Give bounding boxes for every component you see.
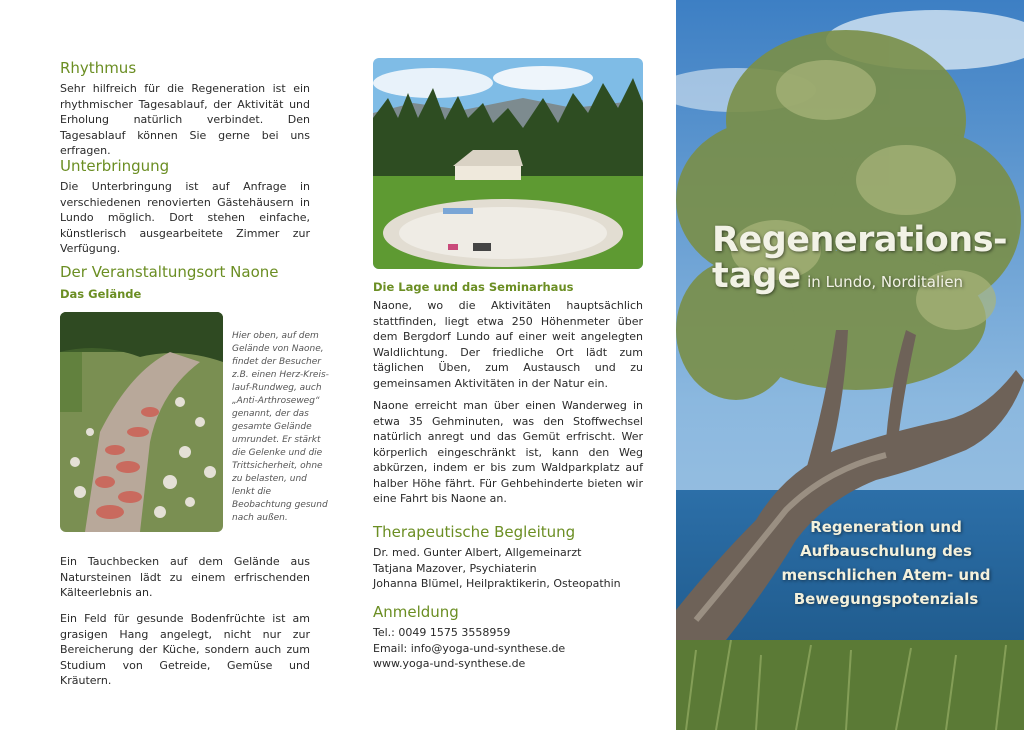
gelaende-subheading: Das Gelände — [60, 287, 142, 301]
title-location: in Lundo, Norditalien — [807, 273, 964, 291]
seminarhaus-photo — [373, 58, 643, 269]
title-word: tage — [712, 256, 802, 296]
lage-subheading: Die Lage und das Seminarhaus — [373, 280, 574, 294]
rhythmus-heading: Rhythmus — [60, 59, 137, 77]
stone-path-photo — [60, 312, 223, 532]
photo-caption: Hier oben, auf dem Gelände von Naone, findet der Besucher z.B. einen Herz-Kreis-lauf-Rundweg, auch „Anti-Arthroseweg“ genannt, der das gesamte Gelände umrundet. Er stärkt die Gelenke und die Trittsicherheit, ohne zu belasten, und lenkt die Beobachtung gesund nach außen. — [232, 331, 329, 523]
phone-number: Tel.: 0049 1575 3558959 — [373, 626, 511, 639]
cover-subtitle: Regeneration und Aufbauschulung des menschlichen Atem- und Bewegungspotenzials — [781, 518, 991, 608]
website-link[interactable]: www.yoga-und-synthese.de — [373, 657, 526, 670]
unterbringung-text: Die Unterbringung ist auf Anfrage in verschiedenen renovierten Gästehäusern in Lundo möglich. Dort stehen einfache, künstlerisch ausgearbeitete Zimmer zur Verfügung. — [60, 180, 310, 255]
unterbringung-heading: Unterbringung — [60, 157, 170, 175]
begleitung-person: Tatjana Mazover, Psychiaterin — [373, 561, 537, 575]
lage-text: Naone, wo die Aktivitäten hauptsächlich stattfinden, liegt etwa 250 Höhenmeter über dem Bergdorf Lundo auf einer weit angelegten Waldlichtung. Der friedliche Ort lädt zum täglichen Üben, zum Austausch und zu gemeinsamen Aktivitäten in der Natur ein. — [373, 299, 643, 390]
rhythmus-text: Sehr hilfreich für die Regeneration ist ein rhythmischer Tagesablauf, der Aktivität und Erholung natürlich verbindet. Den Tagesablauf können Sie gerne bei uns erfragen. — [60, 82, 310, 157]
anreise-text: Naone erreicht man über einen Wanderweg in etwa 35 Gehminuten, was den Stoffwechsel natürlich anregt und das Gemüt erfrischt. Wer körperlich eingeschränkt ist, kann den Weg abkürzen, indem er bis zum Waldparkplatz auf halber Höhe fährt. Für Gehbehinderte bieten wir eine Fahrt bis Naone an. — [373, 399, 643, 505]
begleitung-person: Dr. med. Gunter Albert, Allgemeinarzt — [373, 546, 582, 559]
veranstaltungsort-heading: Der Veranstaltungsort Naone — [60, 263, 279, 281]
olive-tree-image — [676, 0, 1024, 730]
begleitung-heading: Therapeutische Begleitung — [373, 523, 576, 541]
bodenfruechte-text: Ein Feld für gesunde Bodenfrüchte ist am grasigen Hang angelegt, nicht nur zur Bereicherung der Küche, sondern auch zum Studium von Getreide, Gemüse und Kräutern. — [60, 612, 310, 687]
title-line-2 — [712, 256, 1007, 296]
title-line-1: Regenerations- — [712, 220, 1008, 260]
cover-panel — [676, 0, 1024, 730]
anmeldung-heading: Anmeldung — [373, 603, 459, 621]
tauchbecken-text: Ein Tauchbecken auf dem Gelände aus Natursteinen lädt zu einem erfrischenden Kälteerlebnis an. — [60, 555, 310, 599]
begleitung-list — [373, 545, 621, 592]
email-link[interactable]: Email: info@yoga-und-synthese.de — [373, 641, 566, 655]
cover-title — [712, 220, 1007, 296]
begleitung-person: Johanna Blümel, Heilpraktikerin, Osteopathin — [373, 577, 621, 590]
anmeldung-contacts — [373, 625, 565, 672]
